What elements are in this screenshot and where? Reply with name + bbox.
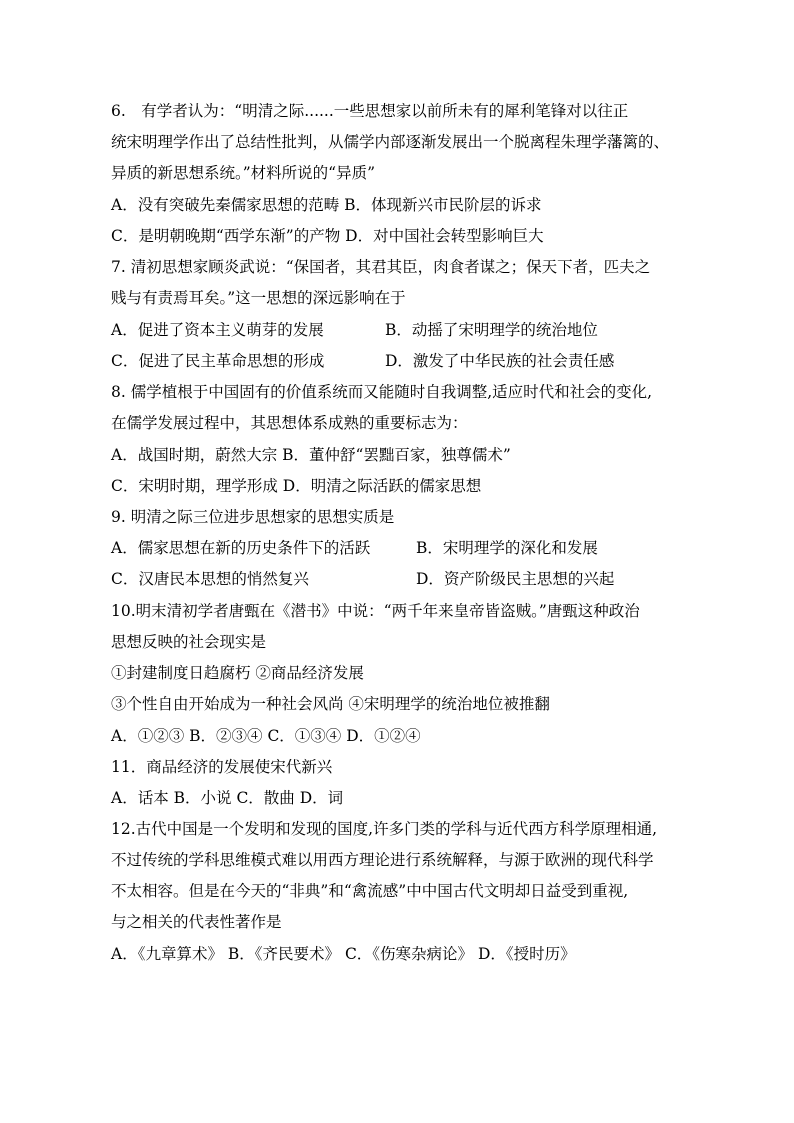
question-7-stem-line-1: 7. 清初思想家顾炎武说：“保国者，其君其臣，肉食者谋之；保天下者，匹夫之 (111, 258, 651, 276)
question-8-stem-line-1: 8. 儒学植根于中国固有的价值系统而又能随时自我调整,适应时代和社会的变化, (111, 383, 653, 401)
option-d: D．资产阶级民主思想的兴起 (416, 570, 615, 588)
option-a: A．儒家思想在新的历史条件下的活跃 (111, 539, 371, 557)
question-10-options-line-1: A．①②③ B．②③④ C．①③④ D．①②④ (111, 727, 421, 745)
question-10-stem-line-1: 10.明末清初学者唐甄在《潜书》中说：“两千年来皇帝皆盗贼。”唐甄这种政治 (111, 602, 640, 620)
question-10-stem-line-3: ①封建制度日趋腐朽 ②商品经济发展 (111, 664, 364, 682)
question-11-stem-line-1: 11．商品经济的发展使宋代新兴 (111, 758, 333, 776)
question-7-options-row-2 (111, 351, 691, 371)
option-c: C．汉唐民本思想的悄然复兴 (111, 570, 309, 588)
question-9-options-row-2 (111, 569, 691, 589)
option-b: B．宋明理学的深化和发展 (416, 539, 598, 557)
question-12-stem-line-4: 与之相关的代表性著作是 (111, 913, 282, 931)
question-6-stem-line-2: 统宋明理学作出了总结性批判，从儒学内部逐渐发展出一个脱离程朱理学藩篱的、 (111, 133, 670, 151)
question-9-stem-line-1: 9. 明清之际三位进步思想家的思想实质是 (111, 508, 395, 526)
option-a: A．促进了资本主义萌芽的发展 (111, 321, 324, 339)
question-6-options-line-1: A．没有突破先秦儒家思想的范畴 B．体现新兴市民阶层的诉求 (111, 196, 542, 214)
question-8-options-line-1: A．战国时期，蔚然大宗 B．董仲舒“罢黜百家，独尊儒术” (111, 446, 511, 464)
question-6-stem-line-1: 6. 有学者认为：“明清之际......一些思想家以前所未有的犀利笔锋对以往正 (111, 102, 629, 120)
question-10-stem-line-2: 思想反映的社会现实是 (111, 633, 267, 651)
question-12-stem-line-1: 12.古代中国是一个发明和发现的国度,许多门类的学科与近代西方科学原理相通, (111, 820, 658, 838)
question-12-options-line-1: A．《九章算术》 B．《齐民要术》 C．《伤寒杂病论》 D．《授时历》 (111, 945, 576, 963)
question-6-stem-line-3: 异质的新思想系统。”材料所说的“异质” (111, 164, 376, 182)
question-11-options-line-1: A．话本 B．小说 C．散曲 D．词 (111, 789, 344, 807)
question-9-options-row-1 (111, 538, 691, 558)
question-12-stem-line-3: 不太相容。但是在今天的“非典”和“禽流感”中中国古代文明却日益受到重视, (111, 882, 629, 900)
question-10-stem-line-4: ③个性自由开始成为一种社会风尚 ④宋明理学的统治地位被推翻 (111, 695, 550, 713)
question-7-stem-line-2: 贱与有责焉耳矣。”这一思想的深远影响在于 (111, 289, 406, 307)
option-b: B．动摇了宋明理学的统治地位 (385, 321, 598, 339)
question-7-options-row-1 (111, 320, 691, 340)
question-6-options-line-2: C．是明朝晚期“西学东渐”的产物 D．对中国社会转型影响巨大 (111, 227, 544, 245)
option-d: D．激发了中华民族的社会责任感 (385, 352, 615, 370)
option-c: C．促进了民主革命思想的形成 (111, 352, 325, 370)
question-8-stem-line-2: 在儒学发展过程中，其思想体系成熟的重要标志为： (111, 414, 468, 432)
question-12-stem-line-2: 不过传统的学科思维模式难以用西方理论进行系统解释，与源于欧洲的现代科学 (111, 851, 654, 869)
question-8-options-line-2: C．宋明时期，理学形成 D．明清之际活跃的儒家思想 (111, 477, 482, 495)
